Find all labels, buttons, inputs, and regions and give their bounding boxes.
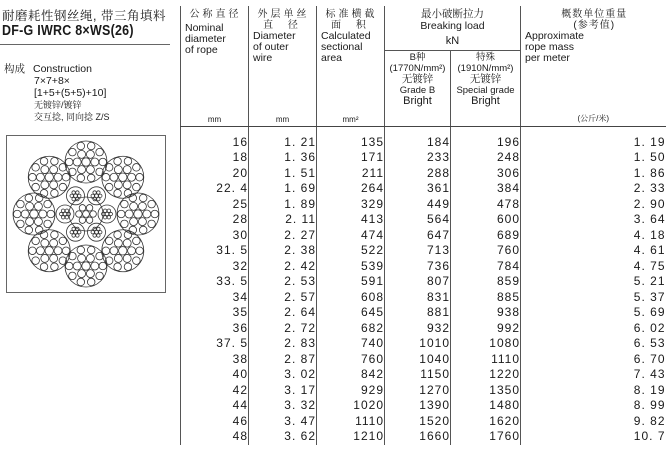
cell-wire: 3. 62 [249,429,317,445]
cell-dia: 37. 5 [181,336,249,352]
unit-mm-wire: mm [249,108,317,127]
construction-formula-2: [1+5+(5+5)+10] [34,87,107,99]
cell-dia: 33. 5 [181,274,249,290]
cell-grade-b: 449 [385,197,451,213]
table-row [181,150,666,166]
cell-area: 329 [317,197,385,213]
cell-special: 689 [451,228,521,244]
cell-wire: 2. 64 [249,305,317,321]
cell-grade-b: 807 [385,274,451,290]
cell-special: 248 [451,150,521,166]
cell-mass: 1. 50 [521,150,666,166]
cell-grade-b: 1390 [385,398,451,414]
cell-mass: 4. 75 [521,259,666,275]
table-row [181,429,666,445]
cell-mass: 2. 90 [521,197,666,213]
cell-area: 608 [317,290,385,306]
cell-wire: 2. 53 [249,274,317,290]
cell-wire: 2. 87 [249,352,317,368]
cell-special: 784 [451,259,521,275]
cell-special: 992 [451,321,521,337]
header-outer-wire: 外层单丝 直 径 Diameter of outer wire [249,6,317,108]
header-mass: 概数单位重量 (参考值) Approximate rope mass per meter [521,6,666,108]
cell-dia: 16 [181,126,249,150]
rope-cross-section-svg [6,135,166,293]
cell-mass: 6. 02 [521,321,666,337]
cell-grade-b: 1270 [385,383,451,399]
table-body [181,126,666,445]
cell-area: 591 [317,274,385,290]
cell-dia: 42 [181,383,249,399]
cell-mass: 4. 61 [521,243,666,259]
cell-special: 859 [451,274,521,290]
header-sectional-area: 标准横截 面 积 Calculated sectional area [317,6,385,108]
cell-area: 1110 [317,414,385,430]
cell-special: 1350 [451,383,521,399]
cell-area: 264 [317,181,385,197]
cell-mass: 3. 64 [521,212,666,228]
cell-grade-b: 647 [385,228,451,244]
cell-mass: 5. 37 [521,290,666,306]
construction-label-cn: 构成 [4,63,25,75]
cell-wire: 3. 17 [249,383,317,399]
cell-area: 474 [317,228,385,244]
unit-blank-s [451,108,521,127]
cell-wire: 1. 69 [249,181,317,197]
cell-dia: 36 [181,321,249,337]
cell-area: 1020 [317,398,385,414]
cell-grade-b: 233 [385,150,451,166]
cell-grade-b: 1520 [385,414,451,430]
cell-area: 760 [317,352,385,368]
cell-grade-b: 713 [385,243,451,259]
unit-kg-per-m: (公斤/米) [521,108,666,127]
cell-wire: 1. 89 [249,197,317,213]
cell-special: 938 [451,305,521,321]
cell-area: 522 [317,243,385,259]
cell-special: 196 [451,126,521,150]
cell-mass: 2. 33 [521,181,666,197]
cell-wire: 2. 83 [249,336,317,352]
rope-cross-section-diagram [6,135,166,293]
cell-dia: 20 [181,166,249,182]
cell-wire: 3. 47 [249,414,317,430]
cell-grade-b: 1660 [385,429,451,445]
cell-wire: 2. 27 [249,228,317,244]
cell-area: 1210 [317,429,385,445]
cell-dia: 44 [181,398,249,414]
cell-wire: 2. 72 [249,321,317,337]
cell-dia: 31. 5 [181,243,249,259]
table-row [181,212,666,228]
cell-grade-b: 1150 [385,367,451,383]
header-breaking-load: 最小破断拉力 Breaking load [385,6,521,32]
cell-area: 211 [317,166,385,182]
cell-area: 929 [317,383,385,399]
cell-area: 740 [317,336,385,352]
cell-area: 135 [317,126,385,150]
cell-mass: 7. 43 [521,367,666,383]
cell-grade-b: 881 [385,305,451,321]
cell-special: 1080 [451,336,521,352]
product-title-cn: 耐磨耗性钢丝绳, 带三角填料 [2,9,166,23]
product-panel [0,0,182,465]
cell-mass: 10. 7 [521,429,666,445]
cell-dia: 40 [181,367,249,383]
cell-mass: 5. 21 [521,274,666,290]
cell-area: 645 [317,305,385,321]
rope-spec-table [180,6,666,445]
table-row [181,243,666,259]
cell-special: 306 [451,166,521,182]
construction-note-2: 交互捻, 同向捻 Z/S [34,112,110,122]
cell-wire: 1. 36 [249,150,317,166]
cell-wire: 2. 38 [249,243,317,259]
cell-special: 384 [451,181,521,197]
cell-special: 478 [451,197,521,213]
cell-grade-b: 184 [385,126,451,150]
cell-wire: 1. 51 [249,166,317,182]
cell-wire: 2. 11 [249,212,317,228]
cell-mass: 1. 86 [521,166,666,182]
cell-grade-b: 932 [385,321,451,337]
cell-dia: 30 [181,228,249,244]
cell-wire: 2. 57 [249,290,317,306]
header-grade-b: B种(1770N/mm²) 无镀锌 Grade B Bright [385,51,451,108]
table-row [181,228,666,244]
cell-special: 1480 [451,398,521,414]
unit-mm2-area: mm² [317,108,385,127]
construction-block [4,63,110,123]
cell-special: 1220 [451,367,521,383]
cell-dia: 18 [181,150,249,166]
cell-special: 1620 [451,414,521,430]
cell-wire: 1. 21 [249,126,317,150]
table-row [181,398,666,414]
cell-mass: 6. 70 [521,352,666,368]
table-row [181,259,666,275]
cell-dia: 35 [181,305,249,321]
construction-note-1: 无镀锌/镀锌 [34,100,82,110]
table-row [181,321,666,337]
construction-label-en: Construction [33,63,92,75]
cell-grade-b: 564 [385,212,451,228]
table-row [181,367,666,383]
cell-dia: 48 [181,429,249,445]
cell-special: 1760 [451,429,521,445]
unit-mm-diameter: mm [181,108,249,127]
cell-mass: 9. 82 [521,414,666,430]
cell-grade-b: 736 [385,259,451,275]
table-row [181,166,666,182]
cell-dia: 25 [181,197,249,213]
cell-area: 682 [317,321,385,337]
cell-mass: 8. 99 [521,398,666,414]
cell-mass: 1. 19 [521,126,666,150]
cell-mass: 8. 19 [521,383,666,399]
cell-mass: 6. 53 [521,336,666,352]
table-row [181,126,666,150]
cell-area: 171 [317,150,385,166]
cell-wire: 3. 02 [249,367,317,383]
table-row [181,305,666,321]
cell-special: 885 [451,290,521,306]
cell-grade-b: 288 [385,166,451,182]
cell-special: 760 [451,243,521,259]
cell-grade-b: 831 [385,290,451,306]
cell-grade-b: 1040 [385,352,451,368]
cell-mass: 5. 69 [521,305,666,321]
title-divider [0,44,170,45]
header-special-grade: 特殊(1910N/mm²) 无镀锌 Special grade Bright [451,51,521,108]
table-row [181,336,666,352]
cell-grade-b: 361 [385,181,451,197]
header-nominal-diameter: 公称直径 Nominal diameter of rope [181,6,249,108]
table-row [181,352,666,368]
product-title-en: DF-G IWRC 8×WS(26) [2,23,134,39]
cell-area: 413 [317,212,385,228]
table-row [181,414,666,430]
table-row [181,274,666,290]
cell-dia: 28 [181,212,249,228]
header-kn-unit: kN [385,32,521,51]
construction-formula-1: 7×7+8× [34,75,70,87]
cell-dia: 22. 4 [181,181,249,197]
cell-wire: 2. 42 [249,259,317,275]
cell-dia: 38 [181,352,249,368]
cell-special: 1110 [451,352,521,368]
table-row [181,290,666,306]
table-row [181,383,666,399]
cell-dia: 34 [181,290,249,306]
cell-mass: 4. 18 [521,228,666,244]
cell-dia: 32 [181,259,249,275]
unit-blank-b [385,108,451,127]
cell-special: 600 [451,212,521,228]
cell-area: 842 [317,367,385,383]
table-row [181,197,666,213]
cell-area: 539 [317,259,385,275]
cell-grade-b: 1010 [385,336,451,352]
table-row [181,181,666,197]
cell-dia: 46 [181,414,249,430]
cell-wire: 3. 32 [249,398,317,414]
